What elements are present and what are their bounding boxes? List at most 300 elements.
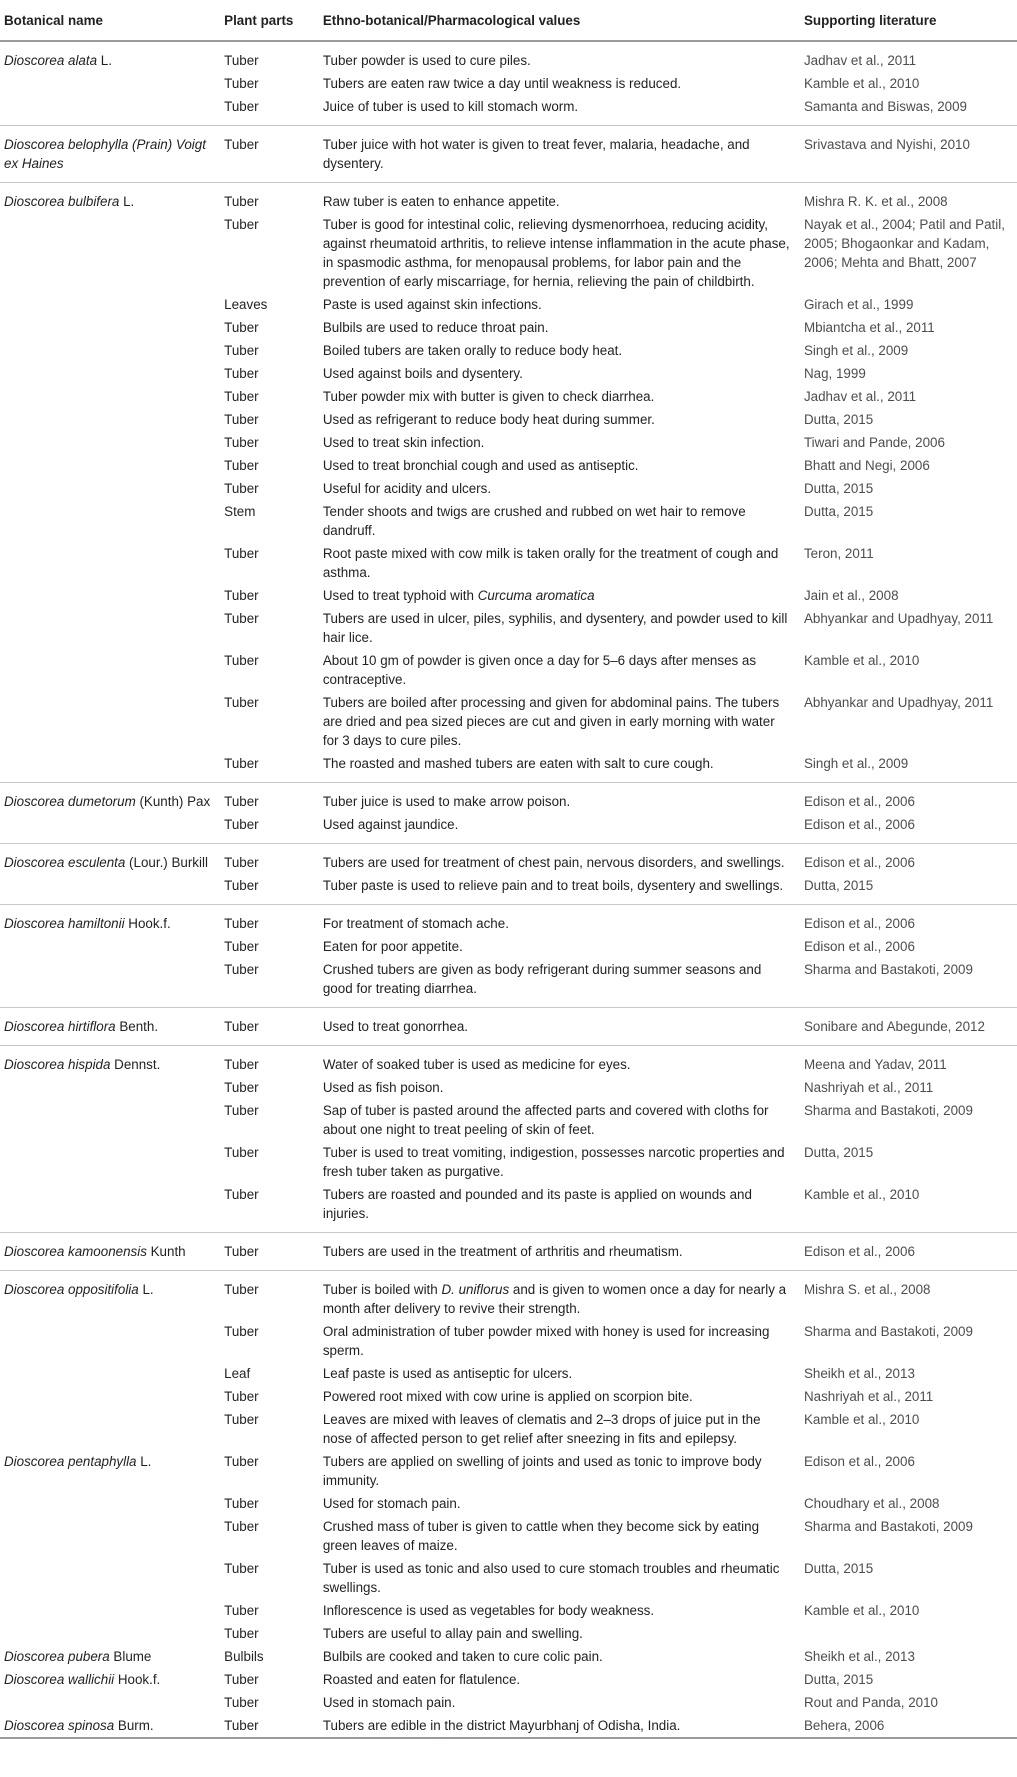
value-cell — [317, 607, 798, 649]
value-cell — [317, 1515, 798, 1557]
botanical-name-cell — [0, 607, 218, 649]
value-text: Used as fish poison. — [322, 1080, 444, 1095]
literature-cell: Sharma and Bastakoti, 2009 — [803, 1519, 973, 1534]
plant-part-cell: Tuber — [224, 878, 259, 893]
plant-part-cell: Tuber — [224, 1519, 259, 1534]
value-text: Tuber is good for intestinal colic, relieving dysmenorrhoea, reducing acidity, against rheumatoid arthritis, to relieve intense inflammation in the acute phase, in spasmodic asthma, for menopausal problems, for labor pain and the prevention of early miscarriage, for hernia, relieving the pain of childbirth. — [322, 217, 790, 289]
botanical-name-cell — [0, 1320, 218, 1362]
botanical-name-cell — [0, 1557, 218, 1599]
plant-part-cell: Tuber — [224, 76, 259, 91]
plant-part-cell: Tuber — [224, 1145, 259, 1160]
value-cell — [317, 752, 798, 783]
plant-part-cell: Leaves — [224, 297, 268, 312]
table-row — [0, 783, 1017, 814]
botanical-name-cell — [0, 293, 218, 316]
plant-part-cell: Tuber — [224, 53, 259, 68]
botanical-name-cell — [0, 1385, 218, 1408]
plant-part-cell: Tuber — [224, 1672, 259, 1687]
table-row — [0, 1233, 1017, 1271]
plant-part-cell: Tuber — [224, 1080, 259, 1095]
value-cell — [317, 1046, 798, 1077]
plant-part-cell: Tuber — [224, 389, 259, 404]
value-text: Used as refrigerant to reduce body heat during summer. — [322, 412, 655, 427]
value-text: Tubers are used in ulcer, piles, syphilis, and dysentery, and powder used to kill hair lice. — [322, 611, 788, 645]
plant-part-cell: Tuber — [224, 1695, 259, 1710]
value-cell — [317, 542, 798, 584]
literature-cell: Edison et al., 2006 — [803, 916, 915, 931]
literature-cell: Nag, 1999 — [803, 366, 866, 381]
table-row — [0, 1668, 1017, 1691]
botanical-name-cell — [0, 1492, 218, 1515]
value-cell — [317, 691, 798, 752]
botanical-name-cell — [0, 813, 218, 844]
species-name: Dioscorea dumetorum — [4, 794, 136, 809]
plant-part-cell: Tuber — [224, 1496, 259, 1511]
botanical-name-cell — [0, 213, 218, 293]
value-cell — [317, 1668, 798, 1691]
value-cell — [317, 1714, 798, 1738]
table-row — [0, 607, 1017, 649]
table-row — [0, 339, 1017, 362]
botanical-name-cell — [0, 1668, 218, 1691]
value-cell — [317, 1599, 798, 1622]
species-name: Dioscorea kamoonensis — [4, 1244, 147, 1259]
value-text: Tubers are used for treatment of chest pain, nervous disorders, and swellings. — [322, 855, 785, 870]
value-text: Used to treat typhoid with — [322, 588, 478, 603]
literature-cell: Kamble et al., 2010 — [803, 1603, 920, 1618]
value-cell — [317, 1271, 798, 1321]
table-row — [0, 126, 1017, 183]
value-cell — [317, 408, 798, 431]
table-row — [0, 691, 1017, 752]
species-authority: Benth. — [115, 1019, 159, 1034]
literature-cell: Mishra R. K. et al., 2008 — [803, 194, 948, 209]
species-authority: Dennst. — [110, 1057, 161, 1072]
value-cell — [317, 935, 798, 958]
table-row — [0, 385, 1017, 408]
value-cell — [317, 1492, 798, 1515]
literature-cell: Edison et al., 2006 — [803, 855, 915, 870]
literature-cell: Bhatt and Negi, 2006 — [803, 458, 930, 473]
botanical-name-cell — [0, 1046, 218, 1077]
botanical-name-cell — [0, 1645, 218, 1668]
value-cell — [317, 1008, 798, 1046]
literature-cell: Sharma and Bastakoti, 2009 — [803, 1103, 973, 1118]
literature-cell: Dutta, 2015 — [803, 412, 874, 427]
value-text: Crushed tubers are given as body refrigerant during summer seasons and good for treating diarrhea. — [322, 962, 762, 996]
table-row — [0, 1408, 1017, 1450]
species-authority: (Kunth) Pax — [135, 794, 211, 809]
plant-part-cell: Tuber — [224, 1561, 259, 1576]
species-authority: Hook.f. — [114, 1672, 161, 1687]
plant-part-cell: Tuber — [224, 939, 259, 954]
literature-cell: Sharma and Bastakoti, 2009 — [803, 962, 973, 977]
value-text: Used against jaundice. — [322, 817, 459, 832]
value-cell — [317, 362, 798, 385]
value-cell — [317, 1622, 798, 1645]
header-plant-parts: Plant parts — [218, 0, 317, 41]
species-authority: L. — [119, 194, 135, 209]
value-italic-text: D. uniflorus — [441, 1282, 510, 1297]
botanical-name-cell — [0, 1450, 218, 1492]
value-cell — [317, 385, 798, 408]
literature-cell: Dutta, 2015 — [803, 1561, 874, 1576]
table-row — [0, 213, 1017, 293]
table-row — [0, 362, 1017, 385]
literature-cell: Kamble et al., 2010 — [803, 76, 920, 91]
literature-cell: Nashriyah et al., 2011 — [803, 1389, 934, 1404]
plant-part-cell: Tuber — [224, 481, 259, 496]
plant-part-cell: Tuber — [224, 458, 259, 473]
literature-cell: Sonibare and Abegunde, 2012 — [803, 1019, 985, 1034]
table-row — [0, 1492, 1017, 1515]
value-cell — [317, 649, 798, 691]
plant-part-cell: Tuber — [224, 817, 259, 832]
species-name: Dioscorea bulbifera — [4, 194, 120, 209]
species-name: Dioscorea hamiltonii — [4, 916, 125, 931]
table-row — [0, 95, 1017, 126]
value-cell — [317, 477, 798, 500]
table-row — [0, 1141, 1017, 1183]
literature-cell: Meena and Yadav, 2011 — [803, 1057, 947, 1072]
plant-part-cell: Tuber — [224, 343, 259, 358]
plant-part-cell: Tuber — [224, 695, 259, 710]
plant-part-cell: Tuber — [224, 412, 259, 427]
botanical-name-cell — [0, 1622, 218, 1645]
botanical-name-cell — [0, 1271, 218, 1321]
value-text: Boiled tubers are taken orally to reduce body heat. — [322, 343, 623, 358]
header-row — [0, 0, 1017, 41]
literature-cell: Jadhav et al., 2011 — [803, 53, 917, 68]
table-row — [0, 1645, 1017, 1668]
plant-part-cell: Tuber — [224, 1626, 259, 1641]
literature-cell — [798, 1622, 1017, 1645]
literature-cell: Singh et al., 2009 — [803, 756, 909, 771]
value-text: Tuber is used as tonic and also used to cure stomach troubles and rheumatic swellings. — [322, 1561, 780, 1595]
value-cell — [317, 431, 798, 454]
table-row — [0, 1362, 1017, 1385]
literature-cell: Choudhary et al., 2008 — [803, 1496, 940, 1511]
species-authority: Blume — [109, 1649, 152, 1664]
value-text: Bulbils are cooked and taken to cure colic pain. — [322, 1649, 603, 1664]
value-cell — [317, 1557, 798, 1599]
table-row — [0, 454, 1017, 477]
species-name: Dioscorea belophylla (Prain) Voigt ex Haines — [4, 137, 206, 171]
plant-part-cell: Tuber — [224, 217, 259, 232]
value-text: Crushed mass of tuber is given to cattle when they become sick by eating green leaves of maize. — [322, 1519, 760, 1553]
value-cell — [317, 905, 798, 936]
value-cell — [317, 213, 798, 293]
table-row — [0, 500, 1017, 542]
species-name: Dioscorea alata — [4, 53, 98, 68]
plant-part-cell: Tuber — [224, 962, 259, 977]
botanical-name-cell — [0, 1233, 218, 1271]
value-text: Tubers are useful to allay pain and swelling. — [322, 1626, 583, 1641]
value-cell — [317, 584, 798, 607]
literature-cell: Edison et al., 2006 — [803, 939, 915, 954]
literature-cell: Abhyankar and Upadhyay, 2011 — [803, 611, 994, 626]
botanical-name-cell — [0, 958, 218, 1008]
plant-part-cell: Bulbils — [224, 1649, 264, 1664]
table-row — [0, 905, 1017, 936]
species-authority: Hook.f. — [124, 916, 171, 931]
literature-cell: Mbiantcha et al., 2011 — [803, 320, 935, 335]
plant-part-cell: Tuber — [224, 435, 259, 450]
value-text: Used to treat bronchial cough and used as antiseptic. — [322, 458, 639, 473]
value-text: For treatment of stomach ache. — [322, 916, 509, 931]
value-cell — [317, 1645, 798, 1668]
plant-part-cell: Tuber — [224, 1103, 259, 1118]
table-row — [0, 72, 1017, 95]
table-row — [0, 1599, 1017, 1622]
value-text: Tubers are used in the treatment of arthritis and rheumatism. — [322, 1244, 683, 1259]
value-text: Leaves are mixed with leaves of clematis and 2–3 drops of juice put in the nose of affected person to get relief after sneezing in fits and epilepsy. — [322, 1412, 761, 1446]
table-row — [0, 431, 1017, 454]
botanical-name-cell — [0, 477, 218, 500]
plant-part-cell: Tuber — [224, 1282, 259, 1297]
table-row — [0, 542, 1017, 584]
table-row — [0, 41, 1017, 72]
table-row — [0, 844, 1017, 875]
botanical-name-cell — [0, 183, 218, 214]
value-text: Tuber is used to treat vomiting, indigestion, possesses narcotic properties and fresh tuber taken as purgative. — [322, 1145, 785, 1179]
plant-part-cell: Tuber — [224, 1019, 259, 1034]
plant-part-cell: Tuber — [224, 366, 259, 381]
botanical-name-cell — [0, 431, 218, 454]
plant-part-cell: Tuber — [224, 137, 259, 152]
botanical-name-cell — [0, 542, 218, 584]
value-cell — [317, 1362, 798, 1385]
table-row — [0, 752, 1017, 783]
plant-part-cell: Tuber — [224, 611, 259, 626]
value-text: Leaf paste is used as antiseptic for ulcers. — [322, 1366, 573, 1381]
table-row — [0, 1008, 1017, 1046]
botanical-name-cell — [0, 316, 218, 339]
literature-cell: Sheikh et al., 2013 — [803, 1649, 915, 1664]
value-text: Tubers are eaten raw twice a day until weakness is reduced. — [322, 76, 682, 91]
table-row — [0, 1714, 1017, 1738]
table-row — [0, 1450, 1017, 1492]
botanical-name-cell — [0, 844, 218, 875]
species-name: Dioscorea hirtiflora — [4, 1019, 116, 1034]
species-authority: Kunth — [146, 1244, 186, 1259]
table-row — [0, 408, 1017, 431]
plant-part-cell: Tuber — [224, 916, 259, 931]
value-text: Tender shoots and twigs are crushed and rubbed on wet hair to remove dandruff. — [322, 504, 746, 538]
literature-cell: Sheikh et al., 2013 — [803, 1366, 915, 1381]
plant-part-cell: Tuber — [224, 794, 259, 809]
value-text: Juice of tuber is used to kill stomach worm. — [322, 99, 579, 114]
value-text: Water of soaked tuber is used as medicine for eyes. — [322, 1057, 631, 1072]
literature-cell: Jain et al., 2008 — [803, 588, 899, 603]
value-cell — [317, 72, 798, 95]
species-name: Dioscorea pubera — [4, 1649, 110, 1664]
value-text: Tubers are applied on swelling of joints and used as tonic to improve body immunity. — [322, 1454, 762, 1488]
botanical-name-cell — [0, 584, 218, 607]
botanical-name-cell — [0, 1515, 218, 1557]
plant-part-cell: Tuber — [224, 653, 259, 668]
literature-cell: Nayak et al., 2004; Patil and Patil, 2005; Bhogaonkar and Kadam, 2006; Mehta and Bhatt, 2007 — [803, 217, 1005, 270]
plant-part-cell: Tuber — [224, 855, 259, 870]
literature-cell: Rout and Panda, 2010 — [803, 1695, 938, 1710]
species-authority: L. — [136, 1454, 152, 1469]
plant-part-cell: Tuber — [224, 1324, 259, 1339]
value-cell — [317, 844, 798, 875]
value-text: Raw tuber is eaten to enhance appetite. — [322, 194, 560, 209]
botanical-name-cell — [0, 1362, 218, 1385]
literature-cell: Kamble et al., 2010 — [803, 1412, 920, 1427]
botanical-name-cell — [0, 95, 218, 126]
plant-part-cell: Tuber — [224, 1718, 259, 1733]
table-row — [0, 293, 1017, 316]
botanical-name-cell — [0, 339, 218, 362]
value-cell — [317, 1691, 798, 1714]
species-authority: Burm. — [114, 1718, 154, 1733]
plant-part-cell: Tuber — [224, 320, 259, 335]
table-row — [0, 1271, 1017, 1321]
value-italic-text: Curcuma aromatica — [477, 588, 595, 603]
plant-part-cell: Tuber — [224, 1454, 259, 1469]
value-cell — [317, 1183, 798, 1233]
table-row — [0, 813, 1017, 844]
value-cell — [317, 874, 798, 905]
literature-cell: Edison et al., 2006 — [803, 1244, 915, 1259]
value-text: Useful for acidity and ulcers. — [322, 481, 492, 496]
value-cell — [317, 783, 798, 814]
botanical-name-cell — [0, 1714, 218, 1738]
value-text: Root paste mixed with cow milk is taken orally for the treatment of cough and asthma. — [322, 546, 779, 580]
botanical-name-cell — [0, 500, 218, 542]
table-row — [0, 935, 1017, 958]
literature-cell: Edison et al., 2006 — [803, 817, 915, 832]
literature-cell: Jadhav et al., 2011 — [803, 389, 917, 404]
value-text: Sap of tuber is pasted around the affected parts and covered with cloths for about one night to treat peeling of skin of feet. — [322, 1103, 769, 1137]
value-cell — [317, 500, 798, 542]
plant-part-cell: Tuber — [224, 194, 259, 209]
value-text: Tuber powder mix with butter is given to check diarrhea. — [322, 389, 655, 404]
literature-cell: Sharma and Bastakoti, 2009 — [803, 1324, 973, 1339]
literature-cell: Behera, 2006 — [803, 1718, 885, 1733]
value-text: Roasted and eaten for flatulence. — [322, 1672, 521, 1687]
literature-cell: Tiwari and Pande, 2006 — [803, 435, 945, 450]
species-name: Dioscorea wallichii — [4, 1672, 115, 1687]
table-row — [0, 1046, 1017, 1077]
value-cell — [317, 813, 798, 844]
value-text: Powered root mixed with cow urine is applied on scorpion bite. — [322, 1389, 693, 1404]
literature-cell: Kamble et al., 2010 — [803, 1187, 920, 1202]
value-text: Inflorescence is used as vegetables for body weakness. — [322, 1603, 655, 1618]
plant-part-cell: Tuber — [224, 588, 259, 603]
botanical-name-cell — [0, 649, 218, 691]
literature-cell: Mishra S. et al., 2008 — [803, 1282, 931, 1297]
value-text: Tuber powder is used to cure piles. — [322, 53, 531, 68]
table-row — [0, 584, 1017, 607]
botanical-name-cell — [0, 1141, 218, 1183]
value-text: Used to treat gonorrhea. — [322, 1019, 469, 1034]
plant-part-cell: Tuber — [224, 1244, 259, 1259]
table-row — [0, 958, 1017, 1008]
value-text: Used against boils and dysentery. — [322, 366, 523, 381]
table-row — [0, 1622, 1017, 1645]
botanical-name-cell — [0, 1183, 218, 1233]
value-text-tail: and is given to women once a day for nearly a month after delivery to revive their strength. — [322, 1282, 787, 1316]
table-row — [0, 874, 1017, 905]
value-cell — [317, 95, 798, 126]
value-text: Tuber juice with hot water is given to treat fever, malaria, headache, and dysentery. — [322, 137, 750, 171]
value-cell — [317, 1141, 798, 1183]
botanical-name-cell — [0, 905, 218, 936]
botanical-name-cell — [0, 691, 218, 752]
species-authority: L. — [138, 1282, 154, 1297]
plant-part-cell: Tuber — [224, 1389, 259, 1404]
value-text: Used to treat skin infection. — [322, 435, 485, 450]
species-name: Dioscorea hispida — [4, 1057, 111, 1072]
table-row — [0, 316, 1017, 339]
species-name: Dioscorea oppositifolia — [4, 1282, 139, 1297]
species-name: Dioscorea pentaphylla — [4, 1454, 137, 1469]
botanical-name-cell — [0, 408, 218, 431]
table-row — [0, 1076, 1017, 1099]
value-text: Tuber paste is used to relieve pain and to treat boils, dysentery and swellings. — [322, 878, 784, 893]
literature-cell: Samanta and Biswas, 2009 — [803, 99, 967, 114]
value-text: Eaten for poor appetite. — [322, 939, 463, 954]
table-row — [0, 183, 1017, 214]
plant-part-cell: Tuber — [224, 756, 259, 771]
literature-cell: Dutta, 2015 — [803, 481, 874, 496]
botanical-name-cell — [0, 385, 218, 408]
value-cell — [317, 126, 798, 183]
value-text: The roasted and mashed tubers are eaten with salt to cure cough. — [322, 756, 714, 771]
value-cell — [317, 1076, 798, 1099]
plant-part-cell: Tuber — [224, 99, 259, 114]
species-name: Dioscorea spinosa — [4, 1718, 115, 1733]
plant-part-cell: Tuber — [224, 1412, 259, 1427]
literature-cell: Edison et al., 2006 — [803, 1454, 915, 1469]
value-text: Bulbils are used to reduce throat pain. — [322, 320, 549, 335]
literature-cell: Dutta, 2015 — [803, 504, 874, 519]
table-row — [0, 477, 1017, 500]
table-row — [0, 1515, 1017, 1557]
botanical-name-cell — [0, 935, 218, 958]
botanical-name-cell — [0, 1076, 218, 1099]
plant-part-cell: Tuber — [224, 1603, 259, 1618]
species-authority: (Lour.) Burkill — [125, 855, 208, 870]
botanical-name-cell — [0, 362, 218, 385]
botanical-name-cell — [0, 1408, 218, 1450]
botanical-name-cell — [0, 752, 218, 783]
value-cell — [317, 41, 798, 72]
literature-cell: Singh et al., 2009 — [803, 343, 909, 358]
literature-cell: Dutta, 2015 — [803, 1145, 874, 1160]
value-cell — [317, 454, 798, 477]
literature-cell: Nashriyah et al., 2011 — [803, 1080, 934, 1095]
value-text: Tuber is boiled with — [322, 1282, 442, 1297]
value-text: About 10 gm of powder is given once a day for 5–6 days after menses as contraceptive. — [322, 653, 757, 687]
literature-cell: Abhyankar and Upadhyay, 2011 — [803, 695, 994, 710]
header-literature: Supporting literature — [798, 0, 1017, 41]
value-text: Tubers are edible in the district Mayurbhanj of Odisha, India. — [322, 1718, 681, 1733]
table-row — [0, 1691, 1017, 1714]
literature-cell: Srivastava and Nyishi, 2010 — [803, 137, 970, 152]
botanical-name-cell — [0, 1599, 218, 1622]
value-text: Tuber juice is used to make arrow poison. — [322, 794, 571, 809]
value-text: Paste is used against skin infections. — [322, 297, 542, 312]
value-cell — [317, 958, 798, 1008]
value-text: Used for stomach pain. — [322, 1496, 461, 1511]
value-cell — [317, 316, 798, 339]
botanical-name-cell — [0, 874, 218, 905]
botanical-name-cell — [0, 1691, 218, 1714]
